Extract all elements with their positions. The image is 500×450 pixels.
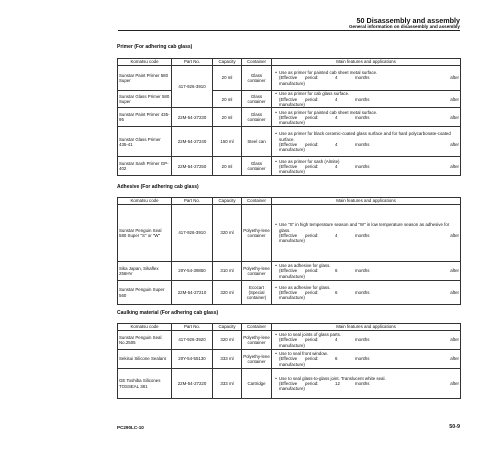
effective-period-word: period: xyxy=(305,268,319,274)
bullet-icon: • xyxy=(275,158,277,164)
footer-model: PC290LC-10 xyxy=(117,425,144,430)
section-title: Caulking material (For adhering cab glass) xyxy=(117,310,219,316)
effective-period xyxy=(273,337,459,342)
effective-period-tail: manufacture) xyxy=(279,80,305,86)
feature-text: Use "S" in high temperature season and "W" in low temperature season as adhesive for glass. xyxy=(279,222,450,233)
container-cell: Ecocart (Special container) xyxy=(242,281,272,305)
effective-period-tail: manufacture) xyxy=(279,147,305,153)
table-row xyxy=(118,350,461,369)
table-row xyxy=(118,281,461,305)
capacity-cell: 20 ml xyxy=(213,157,242,176)
effective-period-word: months xyxy=(355,141,370,147)
effective-period-word: after xyxy=(450,380,459,386)
feature-text: Use as primer for painted cab sheet metal surface. xyxy=(279,70,378,76)
effective-period-word: 4 xyxy=(335,233,338,238)
effective-period-word: (Effective xyxy=(279,114,298,120)
effective-period-word: period: xyxy=(305,356,319,362)
part-number-cell: 20Y-54-39850 xyxy=(172,262,213,281)
features-cell xyxy=(272,157,461,176)
column-header: Container xyxy=(242,324,272,331)
capacity-cell: 320 ml xyxy=(213,331,242,350)
komatsu-code-cell: Sunstar Paint Primer 435-95 xyxy=(118,108,172,127)
part-number-cell: 22M-54-27220 xyxy=(172,369,213,399)
effective-period-word: period: xyxy=(305,114,319,120)
part-number-cell: 20Y-54-55130 xyxy=(172,350,213,369)
bullet-icon: • xyxy=(275,222,277,228)
effective-period-word: 4 xyxy=(335,96,338,102)
effective-period-word: after xyxy=(450,141,459,147)
capacity-cell: 20 ml xyxy=(213,108,242,127)
capacity-cell: 333 ml xyxy=(213,350,242,369)
effective-period xyxy=(273,75,459,80)
page-header-title: 50 Disassembly and assembly xyxy=(356,16,460,25)
page-header-subtitle: General information on disassembly and assembly xyxy=(348,24,460,29)
features-cell xyxy=(272,127,461,157)
feature-text: Use as primer for cab glass surface. xyxy=(279,91,350,97)
effective-period-word: after xyxy=(450,289,459,295)
column-header: Container xyxy=(242,59,272,66)
effective-period-word: period: xyxy=(305,141,319,147)
effective-period-word: period: xyxy=(305,163,319,169)
capacity-cell: 20 ml xyxy=(213,66,242,91)
features-cell xyxy=(272,369,461,399)
header-rule xyxy=(118,30,460,31)
table-row xyxy=(118,262,461,281)
column-header: Komatsu code xyxy=(118,198,172,205)
column-header: Capacity xyxy=(213,198,242,205)
column-header: Main features and applications xyxy=(272,59,461,66)
effective-period-word: months xyxy=(355,114,370,120)
effective-period-word: (Effective xyxy=(279,141,298,147)
effective-period-word: 4 xyxy=(335,141,338,147)
komatsu-code-cell: Sunstar Glass Primer 435-41 xyxy=(118,127,172,157)
effective-period-tail: manufacture) xyxy=(279,120,305,126)
effective-period-word: (Effective xyxy=(279,337,298,343)
effective-period-word: 4 xyxy=(335,163,338,169)
komatsu-code-cell: GE Toshiba Silicones TOSSEAL 381 xyxy=(118,369,172,399)
effective-period-word: after xyxy=(450,268,459,274)
feature-text: Use to seal front window. xyxy=(279,351,328,357)
part-number-cell: 417-926-3910 xyxy=(172,66,213,108)
effective-period-word: (Effective xyxy=(279,233,298,238)
container-cell: Glass container xyxy=(242,157,272,176)
effective-period-word: months xyxy=(355,356,370,362)
effective-period-word: 6 xyxy=(335,268,338,274)
container-cell: Glass container xyxy=(242,108,272,127)
table-row xyxy=(118,157,461,176)
table-row xyxy=(118,108,461,127)
effective-period-word: (Effective xyxy=(279,268,298,274)
bullet-icon: • xyxy=(275,332,277,338)
table-row xyxy=(118,369,461,399)
column-header: Capacity xyxy=(213,324,242,331)
effective-period-word: period: xyxy=(305,233,319,238)
features-cell xyxy=(272,205,461,262)
column-header: Komatsu code xyxy=(118,59,172,66)
effective-period-word: 4 xyxy=(335,337,338,343)
container-cell: Glass container xyxy=(242,91,272,108)
effective-period-word: (Effective xyxy=(279,75,298,81)
effective-period-word: period: xyxy=(305,75,319,81)
effective-period-word: months xyxy=(355,96,370,102)
features-cell xyxy=(272,350,461,369)
effective-period-word: 4 xyxy=(335,75,338,81)
container-cell: Glass container xyxy=(242,66,272,91)
effective-period xyxy=(273,356,459,361)
capacity-cell: 320 ml xyxy=(213,205,242,262)
effective-period-word: months xyxy=(355,163,370,169)
table-header-row xyxy=(118,324,461,331)
effective-period-tail: manufacture) xyxy=(279,273,305,279)
komatsu-code-cell: Sunstar Paint Primer 580 Super xyxy=(118,66,172,91)
column-header: Part No. xyxy=(172,198,213,205)
effective-period-word: months xyxy=(355,337,370,343)
bullet-icon: • xyxy=(275,70,277,76)
materials-table xyxy=(117,197,461,305)
effective-period-word: months xyxy=(355,233,370,238)
container-cell: Polyethy-lene container xyxy=(242,262,272,281)
materials-table xyxy=(117,323,461,399)
effective-period-word: months xyxy=(355,380,370,386)
part-number-cell: 22M-54-27230 xyxy=(172,108,213,127)
materials-table xyxy=(117,58,461,176)
feature-text: Use as primer for painted cab sheet metal surface. xyxy=(279,109,378,115)
part-number-cell: 22M-54-27250 xyxy=(172,157,213,176)
effective-period-word: after xyxy=(450,75,459,81)
table-header-row xyxy=(118,59,461,66)
effective-period-word: 12 xyxy=(335,380,340,386)
container-cell: Polyethy-lene container xyxy=(242,205,272,262)
bullet-icon: • xyxy=(275,375,277,381)
part-number-cell: 417-926-3910 xyxy=(172,205,213,262)
effective-period-tail: manufacture) xyxy=(279,342,305,348)
column-header: Part No. xyxy=(172,324,213,331)
feature-text: Use as primer for black ceramic-coated glass surface and for hard polycarbonate-coated surface. xyxy=(279,131,451,142)
feature-bullet xyxy=(273,131,459,142)
bullet-icon: • xyxy=(275,91,277,97)
bullet-icon: • xyxy=(275,351,277,357)
effective-period-tail: manufacture) xyxy=(279,295,305,301)
table-row xyxy=(118,66,461,91)
container-cell: Cartridge xyxy=(242,369,272,399)
container-cell: Steel can xyxy=(242,127,272,157)
feature-text: Use to seal joints of glass parts. xyxy=(279,332,341,338)
footer-page-number: 50-9 xyxy=(449,424,460,430)
effective-period-word: after xyxy=(450,337,459,343)
effective-period-word: 4 xyxy=(335,114,338,120)
effective-period-word: after xyxy=(450,233,459,238)
komatsu-code-cell: Sunstar Penguin Super 560 xyxy=(118,281,172,305)
effective-period-word: period: xyxy=(305,380,319,386)
part-number-cell: 22M-54-27210 xyxy=(172,281,213,305)
feature-text: Use as adhesive for glass. xyxy=(279,284,331,290)
komatsu-code-cell: Sunstar Sash Primer GP-402 xyxy=(118,157,172,176)
bullet-icon: • xyxy=(275,131,277,137)
effective-period-word: period: xyxy=(305,96,319,102)
table-row xyxy=(118,127,461,157)
features-cell xyxy=(272,91,461,108)
bullet-icon: • xyxy=(275,109,277,115)
container-cell: Polyethy-lene container xyxy=(242,331,272,350)
capacity-cell: 333 ml xyxy=(213,369,242,399)
komatsu-code-cell: Sika Japan, Sikaflex 256HV xyxy=(118,262,172,281)
effective-period-tail: manufacture) xyxy=(279,238,305,244)
container-cell: Polyethy-lene container xyxy=(242,350,272,369)
table-row xyxy=(118,331,461,350)
effective-period-tail: manufacture) xyxy=(279,386,305,392)
effective-period-word: months xyxy=(355,268,370,274)
table-row xyxy=(118,205,461,262)
features-cell xyxy=(272,281,461,305)
effective-period xyxy=(273,268,459,273)
komatsu-code-cell: Sekisui Silicone Sealant xyxy=(118,350,172,369)
features-cell xyxy=(272,108,461,127)
komatsu-code-cell: Sunstar Glass Primer 580 Super xyxy=(118,91,172,108)
effective-period-word: after xyxy=(450,114,459,120)
effective-period-word: months xyxy=(355,75,370,81)
capacity-cell: 310 ml xyxy=(213,262,242,281)
effective-period-word: 6 xyxy=(335,356,338,362)
section-title: Adhesive (For adhering cab glass) xyxy=(117,184,199,190)
effective-period-word: period: xyxy=(305,289,319,295)
effective-period-word: (Effective xyxy=(279,380,298,386)
bullet-icon: • xyxy=(275,284,277,290)
features-cell xyxy=(272,331,461,350)
column-header: Part No. xyxy=(172,59,213,66)
effective-period-word: (Effective xyxy=(279,96,298,102)
effective-period-word: months xyxy=(355,289,370,295)
effective-period-word: (Effective xyxy=(279,356,298,362)
column-header: Container xyxy=(242,198,272,205)
feature-text: Use as primer for sash (Almite) xyxy=(279,158,340,164)
effective-period-tail: manufacture) xyxy=(279,169,305,175)
column-header: Komatsu code xyxy=(118,324,172,331)
feature-text: Use as adhesive for glass. xyxy=(279,263,331,269)
part-number-cell: 22M-54-27240 xyxy=(172,127,213,157)
table-row xyxy=(118,91,461,108)
features-cell xyxy=(272,262,461,281)
effective-period-word: period: xyxy=(305,337,319,343)
part-number-cell: 417-926-3920 xyxy=(172,331,213,350)
komatsu-code-cell: Sunstar Penguin Seal No.2505 xyxy=(118,331,172,350)
effective-period-tail: manufacture) xyxy=(279,101,305,107)
capacity-cell: 320 ml xyxy=(213,281,242,305)
features-cell xyxy=(272,66,461,91)
column-header: Main features and applications xyxy=(272,198,461,205)
section-title: Primer (For adhering cab glass) xyxy=(117,44,193,50)
column-header: Main features and applications xyxy=(272,324,461,331)
column-header: Capacity xyxy=(213,59,242,66)
effective-period-word: after xyxy=(450,163,459,169)
effective-period-word: after xyxy=(450,356,459,362)
effective-period-tail: manufacture) xyxy=(279,361,305,367)
bullet-icon: • xyxy=(275,263,277,269)
feature-bullet xyxy=(273,222,459,233)
effective-period-word: after xyxy=(450,96,459,102)
table-header-row xyxy=(118,198,461,205)
capacity-cell: 150 ml xyxy=(213,127,242,157)
effective-period-word: (Effective xyxy=(279,163,298,169)
effective-period-word: 6 xyxy=(335,289,338,295)
feature-text: Use to seal glass-to-glass joint. Translucent white seal. xyxy=(279,375,386,381)
effective-period-word: (Effective xyxy=(279,289,298,295)
komatsu-code-cell: Sunstar Penguin Seal 580 Super "S" or "W" xyxy=(118,205,172,262)
capacity-cell: 20 ml xyxy=(213,91,242,108)
